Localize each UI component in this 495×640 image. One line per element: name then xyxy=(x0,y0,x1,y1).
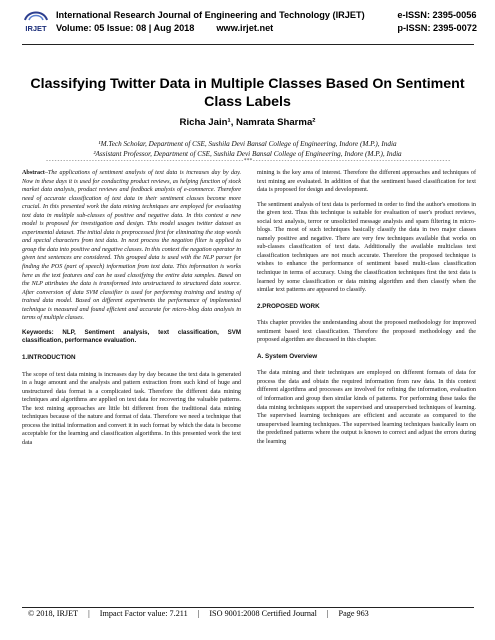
journal-name: International Research Journal of Engineering and Technology (IRJET) xyxy=(56,10,365,20)
proposed-work-heading: 2.PROPOSED WORK xyxy=(257,302,320,310)
affiliation-1: ¹M.Tech Scholar, Department of CSE, Sushila Devi Bansal College of Engineering, Indore (M.P.), India xyxy=(98,140,397,148)
page-footer: © 2018, IRJET | Impact Factor value: 7.211 | ISO 9001:2008 Certified Journal | Page 963 xyxy=(28,609,369,618)
sentiment-paragraph: The sentiment analysis of text data is performed in order to find the author's emotions in the given text. Thus this technique is suitable for evaluation of user's product reviews, social text analysis, terror or unsolicited message analysis and spam filtering in micro-blogs. The most of such techniques basically classify the data in two major classes namely positive and negative. There are very few techniques available that works on sub-classes classification of text data. Additionally the available multiclass text classification techniques are not much accurate. Therefore the proposed technique is wishes to enhance the performance of sentiment based multi-class classification technique in terms of accuracy. Using the classification techniques first the text data is learned by some classification or data mining algorithm and then classify when the similar text patterns are appeared to classify. xyxy=(257,201,476,294)
right-column xyxy=(257,169,476,452)
section-divider: ---------------------------------------------------------------------***--------------------------------------------------------------------- xyxy=(45,158,451,164)
abstract xyxy=(22,169,241,323)
eissn: e-ISSN: 2395-0056 xyxy=(397,10,477,20)
footer-page-number: Page 963 xyxy=(338,609,369,618)
journal-website[interactable]: www.irjet.net xyxy=(216,23,274,33)
intro-continued-paragraph: mining is the key area of interest. Therefore the different approaches and techniques of text mining are evaluated. In addition of that the sentiment based classification for text data is proposed for design and development. xyxy=(257,170,476,194)
header-rule xyxy=(22,44,474,45)
introduction-heading: 1.INTRODUCTION xyxy=(22,354,76,362)
proposed-work-paragraph: This chapter provides the understanding about the proposed methodology for improved sentiment based text classification. Therefore the proposed methodology and the proposed algorithm are discussed in this chapter. xyxy=(257,320,476,344)
affiliation-2: ²Assistant Professor, Department of CSE, Sushila Devi Bansal College of Engineering, Indore (M.P.), India xyxy=(93,150,402,158)
abstract-text: –The applications of sentiment analysis of text data is increases day by day. Now in these days it is used for conducting product reviews, as helping function of stock market data analysis, product reviews and feedback analysis of e-commerce. Therefore need of accurate classification of text data in their sentiment classes become more crucial. In this presented work the data mining techniques are employed for evaluating text data in multiple sub-classes of positive and negative data. In this context a new model is proposed for investigation and design. This model usages twitter dataset as experimental dataset. The initial data is preprocessed first for eliminating the stop words and special characters from text data. In next process the negation filter is applied to group the data into positive and negative classes. In this context the negation operator in given text sentences are considered. This grouped data is used with the NLP parser for finding the POS (part of speech) information from text data. This information is works here as the text features and can be used classifying the entire data samples. Based on the NLP attributes the data is transformed into unstructured to structured data source. After conversion of data SVM classifier is used for performing training and testing of trained data model. Based on different experiments the performance of implemented technique is measured and found efficient and accurate for micro-blog data analysis in terms of multiple classes. xyxy=(22,170,241,322)
system-overview-heading: A. System Overview xyxy=(257,352,318,360)
footer-rule xyxy=(22,607,474,608)
pissn: p-ISSN: 2395-0072 xyxy=(397,23,477,33)
paper-authors: Richa Jain¹, Namrata Sharma² xyxy=(179,117,316,128)
journal-header xyxy=(22,6,477,42)
footer-copyright: © 2018, IRJET xyxy=(28,609,79,618)
irjet-logo-icon xyxy=(22,6,50,36)
abstract-label: Abstract xyxy=(22,170,45,176)
footer-iso: ISO 9001:2008 Certified Journal xyxy=(209,609,317,618)
footer-impact-factor: Impact Factor value: 7.211 xyxy=(99,609,188,618)
keywords: Keywords: NLP, Sentiment analysis, text classification, SVM classification, performance evaluation. xyxy=(22,328,241,345)
affiliations xyxy=(20,139,475,159)
paper-title: Classifying Twitter Data in Multiple Classes Based On Sentiment Class Labels xyxy=(30,76,465,110)
introduction-paragraph: The scope of text data mining is increases day by day because the text data is generated in a huge amount and the analysis and pattern extraction from such kind of huge and unstructured data format is a complicated task. Therefore the different data mining techniques and algorithms are applied on text data for recovering the valuable patterns. The text mining approaches are little bit different from the traditional data mining techniques because of the nature and format of data. Therefore we need a technique that process the initial information and convert it in such format by which the data is become acceptable for the learning and classification algorithms. In this presented work the text data xyxy=(22,371,241,446)
volume-line: Volume: 05 Issue: 08 | Aug 2018 xyxy=(56,23,195,33)
system-overview-paragraph: The data mining and their techniques are employed on different formats of data for process the data and obtain the required information from raw data. In this context different algorithms and processes are involved for refining the information, evaluation of information and group then similar kinds of patterns. For performing these tasks the data mining techniques support the supervised and unsupervised techniques of learning. The supervised learning techniques are efficient and accurate as compared to the unsupervised learning techniques. The supervised learning techniques basically learn on the predefined patterns where the output is known to correct and adjust the errors during the learning xyxy=(257,370,476,445)
logo-text: IRJET xyxy=(25,24,47,33)
left-column xyxy=(22,169,241,454)
